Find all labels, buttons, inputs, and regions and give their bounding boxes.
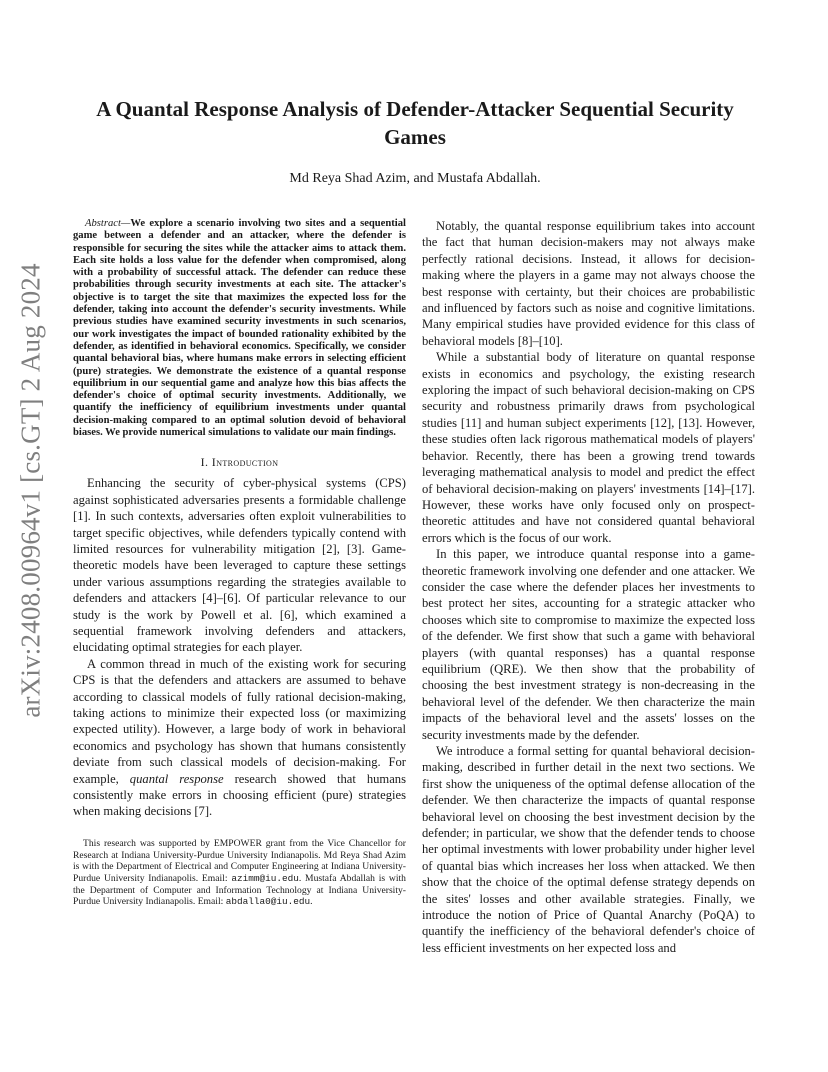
footnote-text (73, 838, 406, 908)
intro-p2-text-a: A common thread in much of the existing work for securing CPS is that the defenders and attackers are assumed to behave according to classical models of fully rational decision-making, taking actions to minimize their expected loss (or maximizing expected utility). However, a large body of work in behavioral economics and psychology has shown that humans consistently deviate from such classical models of decision-making. For example, (73, 656, 406, 786)
footnote-part-2: . Mustafa Abdallah is with the Department of Computer and Information Technology at Indiana University-Purdue University Indianapolis. Email: (73, 872, 406, 908)
intro-p2-text-b: research showed that humans consistently make errors in choosing efficient (pure) strategies when making decisions [7]. (73, 771, 406, 819)
right-paragraph-4: We introduce a formal setting for quantal behavioral decision-making, described in further detail in the next two sections. We first show the uniqueness of the optimal defense allocation of the defender. We then characterize the impacts of quantal response behavioral level on choosing the best investment decision by the defender; in particular, we show that the defender tends to choose her optimal investments with lower probability under higher level of quantal bias which increases her loss when attacked. We then show that the choice of the optimal defense strategy depends on the sites' losses and other available strategies. Finally, we introduce the notion of Price of Quantal Anarchy (PoQA) to quantify the inefficiency of the behavioral defender's choice of less efficient investments on her expected loss and (422, 744, 755, 955)
author-list: Md Reya Shad Azim, and Mustafa Abdallah. (289, 171, 541, 186)
intro-paragraph-1: Enhancing the security of cyber-physical systems (CPS) against sophisticated adversaries presents a formidable challenge [1]. In such contexts, adversaries often exploit vulnerabilities to target specific objectives, while defenders typically contend with limited resources for vulnerability mitigation [2], [3]. Game-theoretic models have been leveraged to capture these settings under various assumptions regarding the strategies available to defenders and attackers [4]–[6]. Of particular relevance to our study is the work by Powell et al. [6], which examined a sequential framework involving defenders and attackers, elucidating optimal strategies for each player. (73, 476, 406, 655)
right-column (422, 218, 755, 956)
right-paragraph-1: Notably, the quantal response equilibrium takes into account the fact that human decision-makers may not always make perfectly rational decisions. Instead, it allows for decision-making where the players in a game may not always choose the best response with certainty, but their choices are probabilistic and influenced by factors such as noise and cognitive limitations. Many empirical studies have provided evidence for this class of behavioral models [8]–[10]. (422, 219, 755, 348)
abstract-label: Abstract (85, 218, 121, 229)
left-column (73, 218, 406, 908)
footnote-part-3: . (310, 896, 313, 908)
right-paragraph-3: In this paper, we introduce quantal response into a game-theoretic framework involving one defender and one attacker. We consider the case where the defender places her investments to best protect her sites, accounting for a strategic attacker who chooses which site to compromise to maximize the expected loss of the defender. We first show that such a game with behavioral players (with quantal responses) has a quantal response equilibrium (QRE). We then show that the probability of choosing the best investment strategy is non-decreasing in the behavioral level of the defender. We then characterize the main impacts of the behavioral level and the assets' losses on the security investments made by the defender. (422, 547, 755, 742)
footnote (73, 838, 406, 908)
intro-p2-italic-term: quantal response (129, 771, 224, 786)
paper-title: A Quantal Response Analysis of Defender-Attacker Sequential Security Games (96, 97, 734, 149)
email-azim: azimm@iu.edu (231, 872, 299, 884)
abstract-text: We explore a scenario involving two sites and a sequential game between a defender and an attacker, where the defender is responsible for securing the sites while the attacker aims to attack them. Each site holds a loss value for the defender when compromised, along with a probability of successful attack. The defender can reduce these probabilities through security investments at each site. The attacker's objective is to target the site that maximizes the expected loss for the defender, taking into account the defender's security investments. While previous studies have examined security investments in such scenarios, our work investigates the impact of bounded rationality exhibited by the defender, as identified in behavioral economics. Specifically, we consider quantal behavioral bias, where humans make errors in selecting efficient (pure) strategies. We demonstrate the existence of a quantal response equilibrium in our sequential game and analyze how this bias affects the defender's choice of optimal security investments. Additionally, we quantify the inefficiency of equilibrium investments under quantal decision-making compared to an optimal solution devoid of behavioral biases. We provide numerical simulations to validate our main findings. (73, 218, 406, 439)
abstract (73, 218, 406, 439)
intro-paragraph-2 (73, 656, 406, 820)
right-paragraph-2: While a substantial body of literature on quantal response exists in economics and psychology, the existing research exploring the impact of such behavioral decision-making on CPS security and robustness primarily draws from psychological studies [11] and human subject experiments [12], [13]. However, these studies often lack rigorous mathematical models of players' behavior. Recently, there has been a growing trend towards leveraging mathematical analysis to model and predict the effect of behavioral decision-making on players' investments [14]–[17]. However, these works have only focused only on prospect-theoretic attitudes and have not considered quantal behavioral errors which is the focus of our work. (422, 350, 755, 545)
abstract-dash: — (120, 218, 131, 229)
arxiv-identifier-stamp (10, 262, 52, 718)
email-abdallah: abdalla0@iu.edu (225, 896, 311, 908)
arxiv-id-text: arXiv:2408.00964v1 [cs.GT] 2 Aug 2024 (15, 262, 46, 718)
footnote-part-1: This research was supported by EMPOWER grant from the Vice Chancellor for Research at Indiana University-Purdue University Indianapolis. Md Reya Shad Azim is with the Department of Electrical and Computer Engineering at Indiana University-Purdue University Indianapolis. Email: (73, 837, 406, 884)
section-heading-introduction: I. Introduction (200, 455, 279, 470)
